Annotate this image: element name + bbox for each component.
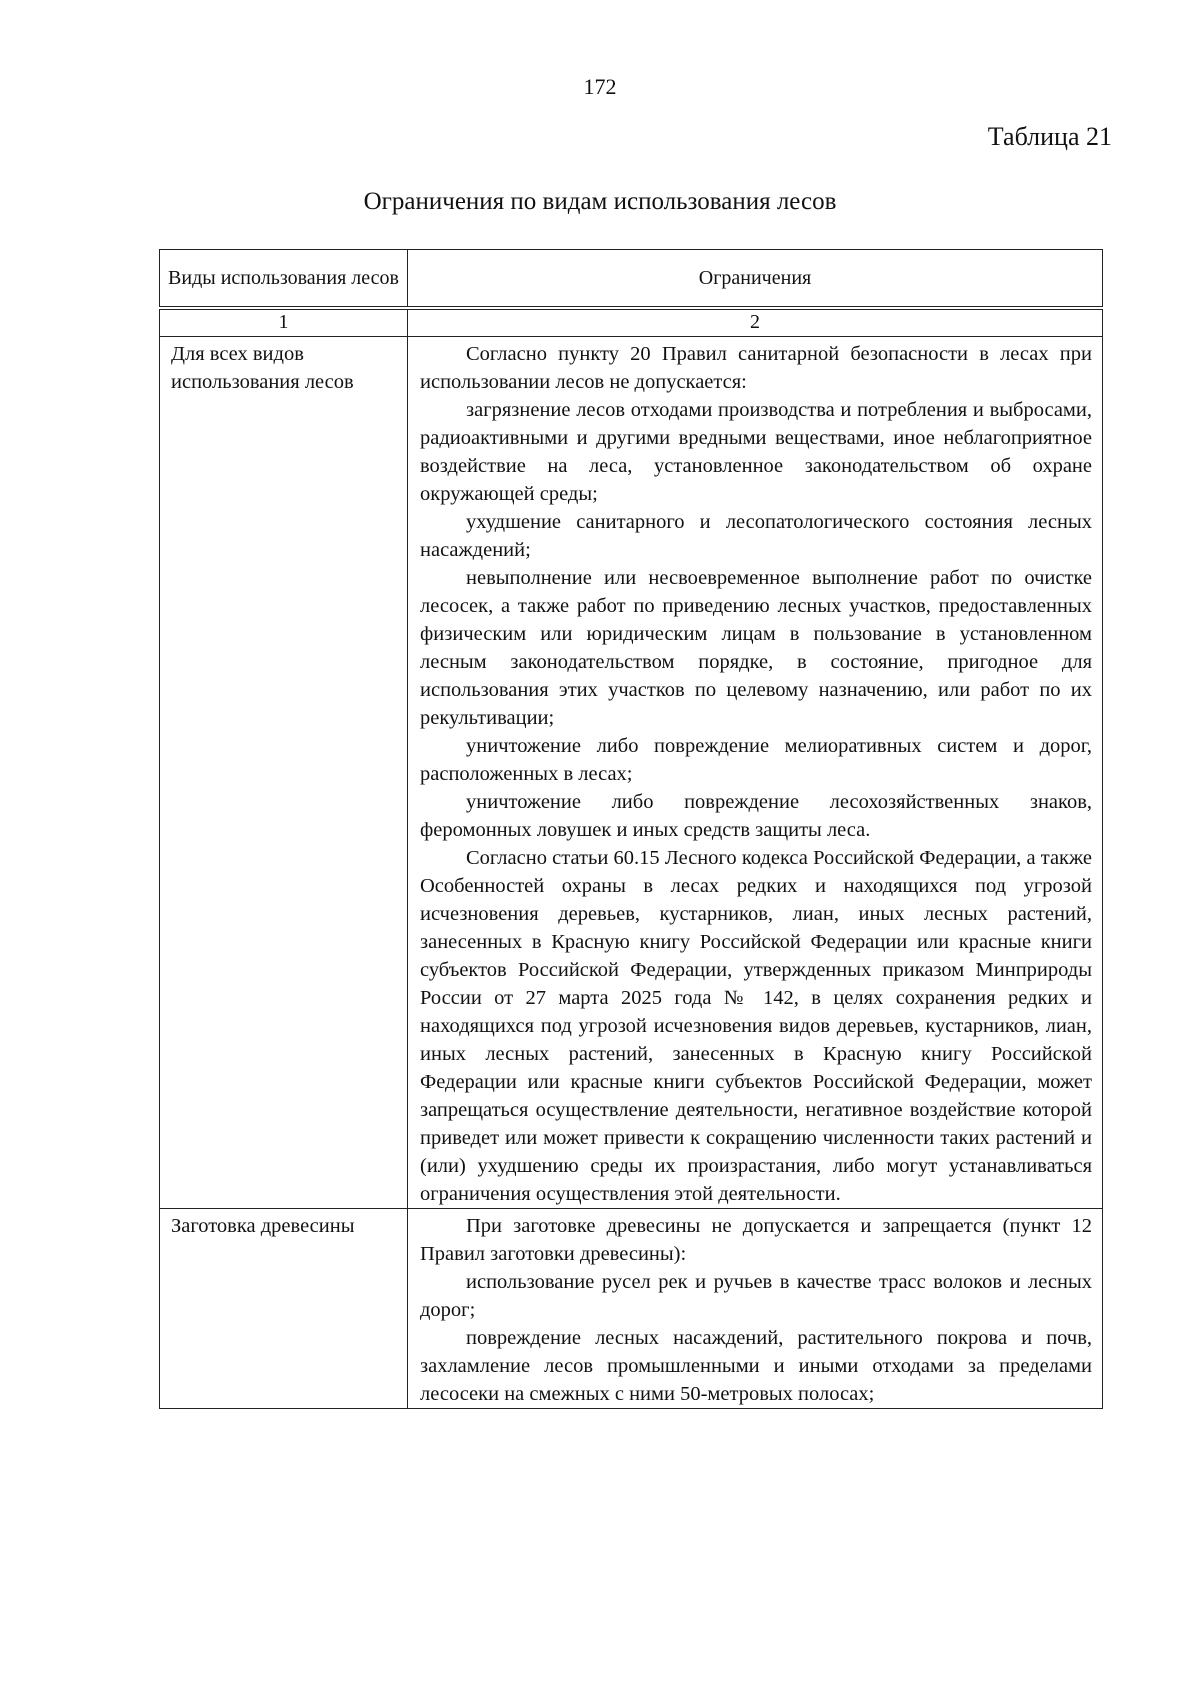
- restriction-paragraph: использование русел рек и ручьев в качестве трасс волоков и лесных дорог;: [420, 1271, 1092, 1321]
- row-restrictions-all: [408, 337, 1103, 1209]
- restriction-paragraph: невыполнение или несвоевременное выполнение работ по очистке лесосек, а также работ по приведению лесных участков, предоставленных физическим или юридическим лицам в пользование в установленном лесным законодательством порядке, в состояние, пригодное для использования этих участков по целевому назначению, или работ по их рекультивации;: [420, 567, 1092, 729]
- column-number-2: 2: [408, 310, 1103, 337]
- table-row: [160, 1209, 1103, 1409]
- restrictions-table: [159, 309, 1103, 1409]
- column-numbers-row: [160, 310, 1103, 337]
- table-header: [159, 249, 1103, 307]
- page-number: 172: [583, 74, 617, 99]
- table-number: Таблица 21: [987, 122, 1112, 151]
- row-restrictions-timber: [408, 1209, 1103, 1409]
- restriction-paragraph: повреждение лесных насаждений, растительного покрова и почв, захламление лесов промышленными и иными отходами за пределами лесосеки на смежных с ними 50-метровых полосах;: [420, 1327, 1092, 1405]
- restriction-paragraph: уничтожение либо повреждение лесохозяйственных знаков, феромонных ловушек и иных средств защиты леса.: [420, 791, 1092, 841]
- restriction-paragraph: Согласно пункту 20 Правил санитарной безопасности в лесах при использовании лесов не допускается:: [420, 343, 1092, 393]
- restriction-paragraph: Согласно статьи 60.15 Лесного кодекса Российской Федерации, а также Особенностей охраны в лесах редких и находящихся под угрозой исчезновения деревьев, кустарников, лиан, иных лесных растений, занесенных в Красную книгу Российской Федерации или красные книги субъектов Российской Федерации, утвержденных приказом Минприроды России от 27 марта 2025 года № 142, в целях сохранения редких и находящихся под угрозой исчезновения видов деревьев, кустарников, лиан, иных лесных растений, занесенных в Красную книгу Российской Федерации или красные книги субъектов Российской Федерации, может запрещаться осуществление деятельности, негативное воздействие которой приведет или может привести к сокращению численности таких растений и (или) ухудшению среды их произрастания, либо могут устанавливаться ограничения осуществления этой деятельности.: [420, 847, 1092, 1205]
- restriction-paragraph: При заготовке древесины не допускается и запрещается (пункт 12 Правил заготовки древесины):: [420, 1215, 1092, 1265]
- table-title: Ограничения по видам использования лесов: [363, 188, 837, 215]
- row-kind-timber: Заготовка древесины: [160, 1209, 408, 1409]
- header-col-kind: Виды использования лесов: [160, 250, 408, 307]
- header-col-restrictions: Ограничения: [408, 250, 1103, 307]
- restriction-paragraph: ухудшение санитарного и лесопатологического состояния лесных насаждений;: [420, 511, 1092, 561]
- table-row: [160, 337, 1103, 1209]
- restriction-paragraph: уничтожение либо повреждение мелиоративных систем и дорог, расположенных в лесах;: [420, 735, 1092, 785]
- restriction-paragraph: загрязнение лесов отходами производства и потребления и выбросами, радиоактивными и другими вредными веществами, иное неблагоприятное воздействие на леса, установленное законодательством об охране окружающей среды;: [420, 399, 1092, 505]
- row-kind-all: Для всех видов использования лесов: [160, 337, 408, 1209]
- column-number-1: 1: [160, 310, 408, 337]
